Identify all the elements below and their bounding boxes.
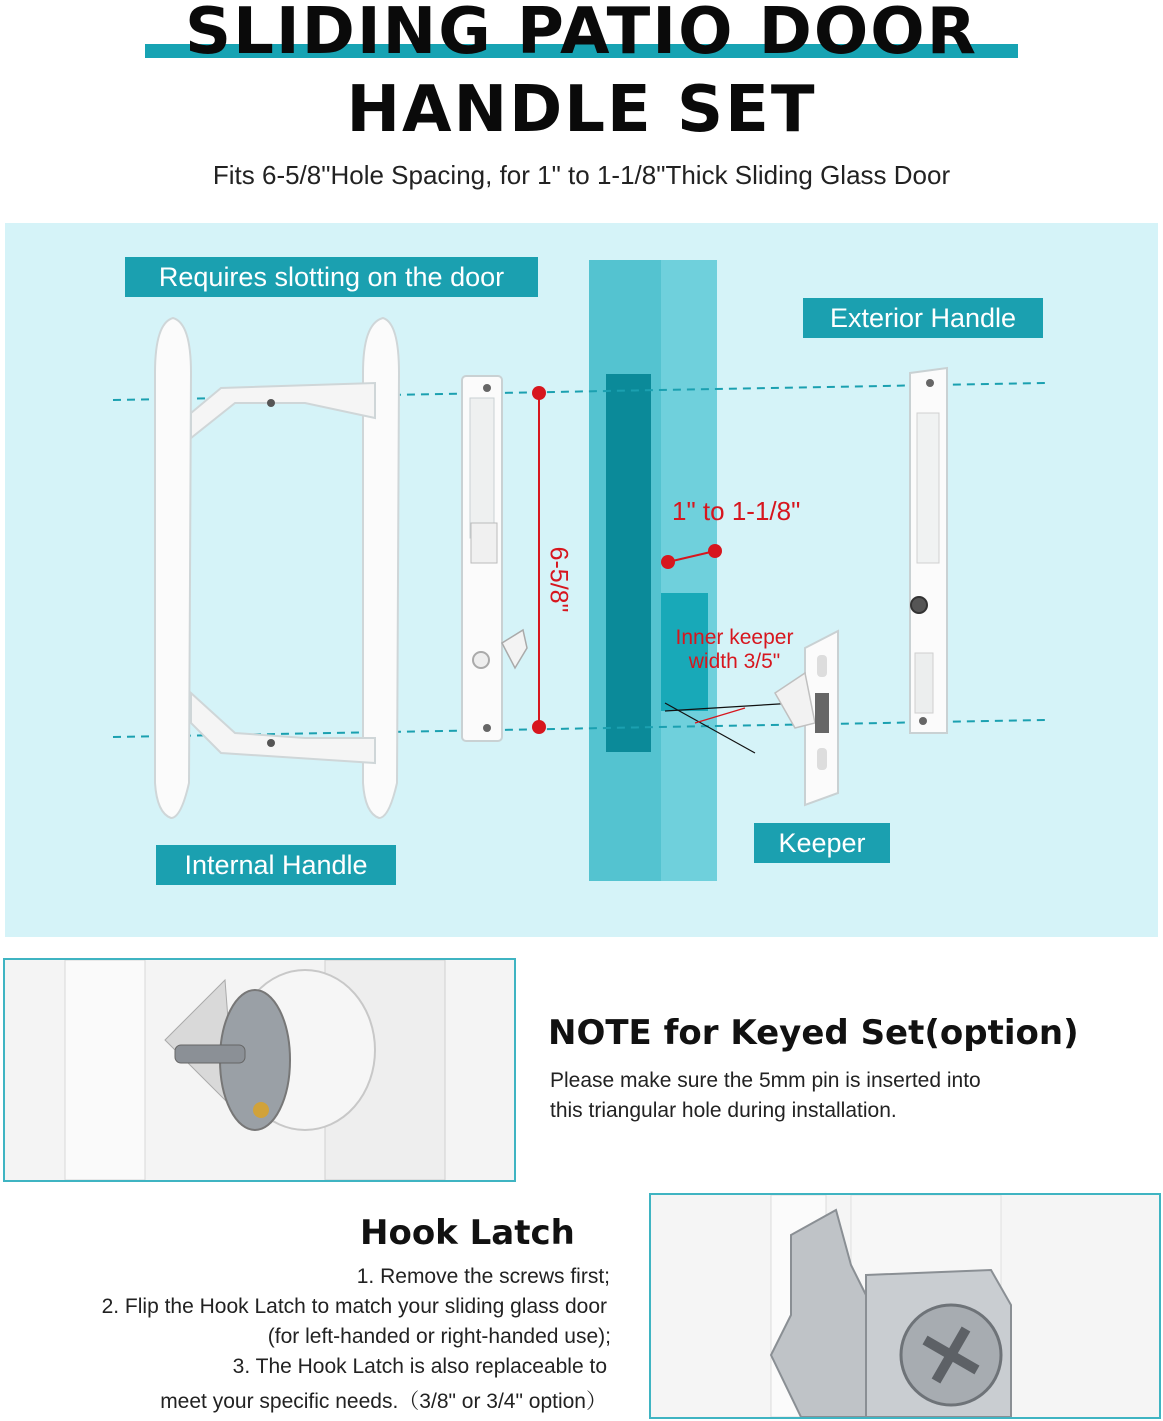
hook-latch-title: Hook Latch	[360, 1213, 575, 1253]
label-internal-handle: Internal Handle	[156, 845, 396, 885]
note-line-2: this triangular hole during installation.	[550, 1099, 897, 1122]
note-title: NOTE for Keyed Set(option)	[548, 1013, 1079, 1053]
lock-body-image	[462, 376, 527, 741]
spacing-dimension-label: 6-5/8"	[544, 546, 573, 613]
note-body	[550, 1066, 981, 1126]
keyed-pin-photo	[3, 958, 516, 1182]
hook-line-1: 1. Remove the screws first;	[356, 1265, 610, 1288]
page-title-line1: SLIDING PATIO DOOR	[185, 0, 978, 69]
door-slot	[606, 374, 651, 752]
label-slotting: Requires slotting on the door	[125, 257, 538, 297]
page-title-line2: HANDLE SET	[346, 73, 817, 147]
label-keeper: Keeper	[754, 823, 890, 863]
hook-latch-photo	[649, 1193, 1161, 1419]
page-subtitle: Fits 6-5/8"Hole Spacing, for 1" to 1-1/8"Thick Sliding Glass Door	[212, 160, 951, 190]
hook-line-4: 3. The Hook Latch is also replaceable to	[232, 1355, 607, 1378]
thickness-dimension-label: 1" to 1-1/8"	[672, 496, 801, 526]
keeper-width-label-line2: width 3/5"	[688, 650, 781, 673]
note-line-1: Please make sure the 5mm pin is inserted into	[550, 1069, 981, 1092]
keeper-width-label-line1: Inner keeper	[675, 626, 794, 649]
hook-line-5: meet your specific needs.（3/8" or 3/4" option）	[160, 1390, 607, 1413]
hook-line-3: (for left-handed or right-handed use);	[267, 1325, 611, 1348]
hook-line-2: 2. Flip the Hook Latch to match your sliding glass door	[101, 1295, 607, 1318]
internal-handle-image	[155, 318, 399, 818]
label-exterior-handle: Exterior Handle	[803, 298, 1043, 338]
spacing-dimension-top-dot	[532, 386, 546, 400]
thickness-dimension-left-dot	[661, 555, 675, 569]
thickness-dimension-right-dot	[708, 544, 722, 558]
spacing-dimension-bottom-dot	[532, 720, 546, 734]
keeper-width-label	[662, 626, 807, 674]
exterior-handle-image	[910, 368, 947, 733]
